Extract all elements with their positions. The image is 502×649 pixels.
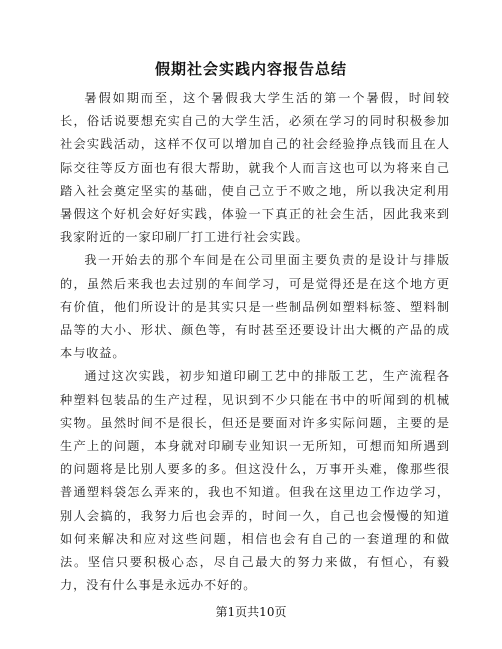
- page-number-footer: 第1页共10页: [215, 605, 287, 619]
- document-body: [60, 87, 450, 597]
- paragraph-1: 暑假如期而至，这个暑假我大学生活的第一个暑假，时间较长，俗话说要想充实自己的大学生活，必须在学习的同时积极参加社会实践活动，这样不仅可以增加自己的社会经验挣点钱而且在人际交往等反方面也有很大帮助，就我个人而言这也可以为将来自己踏入社会奠定坚实的基础，使自己立于不败之地，所以我决定利用暑假这个好机会好好实践，体验一下真正的社会生活，因此我来到我家附近的一家印刷厂打工进行社会实践。: [60, 91, 450, 245]
- paragraph-3: 通过这次实践，初步知道印刷工艺中的排版工艺，生产流程各种塑料包装品的生产过程，见识到不少只能在书中的听闻到的机械实物。虽然时间不是很长，但还是要面对许多实际问题，主要的是生产上的问题，本身就对印刷专业知识一无所知，可想而知所遇到的问题将是比别人要多的多。但这没什么，万事开头难，像那些很普通塑料袋怎么弄来的，我也不知道。但我在这里边工作边学习，别人会搞的，我努力后也会弄的，时间一久，自己也会慢慢的知道如何来解决和应对这些问题，相信也会有自己的一套道理的和做法。坚信只要积极心态，尽自己最大的努力来做，有恒心，有毅力，没有什么事是永远办不好的。: [60, 369, 450, 593]
- document-title: 假期社会实践内容报告总结: [154, 60, 347, 78]
- paragraph-2: 我一开始去的那个车间是在公司里面主要负责的是设计与排版的，虽然后来我也去过别的车间学习，可是觉得还是在这个地方更有价值，他们所设计的是其实只是一些制品例如塑料标签、塑料制品等的大小、形状、颜色等，有时甚至还要设计出大概的产品的成本与收益。: [60, 253, 450, 361]
